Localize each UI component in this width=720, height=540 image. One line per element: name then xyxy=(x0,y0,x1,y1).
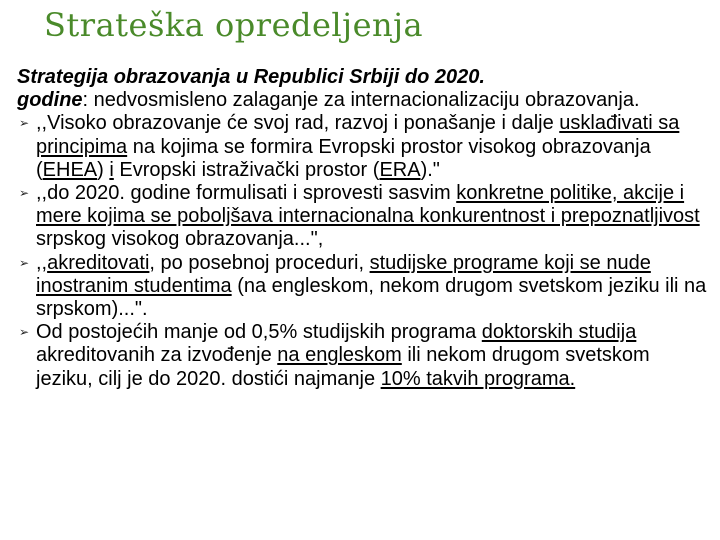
lead-paragraph xyxy=(17,66,707,112)
item-text: Evropski istraživački prostor ( xyxy=(113,158,380,181)
item-text: )." xyxy=(420,158,440,181)
arrow-bullet-icon: ➢ xyxy=(19,116,30,131)
underlined-text: akreditovati xyxy=(47,251,150,274)
list-item xyxy=(17,182,707,252)
strategy-heading-cont: godine xyxy=(17,89,83,112)
arrow-bullet-icon: ➢ xyxy=(19,255,30,270)
underlined-text: EHEA xyxy=(42,158,98,181)
strategy-heading: Strategija obrazovanja u Republici Srbiji do 2020. xyxy=(17,66,485,88)
item-text: ) xyxy=(97,158,110,181)
arrow-bullet-icon: ➢ xyxy=(19,186,30,201)
list-item xyxy=(17,252,707,322)
arrow-bullet-icon: ➢ xyxy=(19,325,30,340)
underlined-text: ERA xyxy=(379,158,421,181)
item-text: ,,do 2020. godine formulisati i sprovesti sasvim xyxy=(36,182,457,205)
item-text: na kojima se formira Evropski prostor visokog obrazovanja ( xyxy=(36,135,651,181)
list-item xyxy=(17,112,707,182)
underlined-text: usklađivati sa principima xyxy=(36,112,680,158)
list-item xyxy=(17,321,707,391)
underlined-text: studijske programe koji se nude inostranim studentima xyxy=(36,251,651,297)
underlined-text: doktorskih studija xyxy=(481,321,637,344)
item-text: Od postojećih manje od 0,5% studijskih programa xyxy=(36,321,482,344)
underlined-text: i xyxy=(109,158,114,181)
lead-text: : nedvosmisleno zalaganje za internacionalizaciju obrazovanja. xyxy=(82,89,640,112)
slide-body xyxy=(17,66,707,391)
item-text: srpskog visokog obrazovanja...", xyxy=(36,228,324,251)
slide-title: Strateška opredeljenja xyxy=(44,6,424,44)
bullet-list xyxy=(17,112,707,390)
item-text: ,, xyxy=(36,251,48,274)
underlined-text: 10% takvih programa. xyxy=(380,367,576,390)
underlined-text: konkretne politike, akcije i mere kojima se poboljšava internacionalna konkurentnost i prepoznatljivost xyxy=(36,182,700,228)
item-text: (na engleskom, nekom drugom svetskom jeziku ili na srpskom)...". xyxy=(36,274,707,321)
item-text: ili nekom drugom svetskom jeziku, cilj je do 2020. dostići najmanje xyxy=(36,344,650,390)
item-text: akreditovanih za izvođenje xyxy=(36,344,278,367)
underlined-text: na engleskom xyxy=(277,344,402,367)
item-text: , po posebnoj proceduri, xyxy=(149,251,370,274)
item-text: ,,Visoko obrazovanje će svoj rad, razvoj i ponašanje i dalje xyxy=(36,112,560,135)
